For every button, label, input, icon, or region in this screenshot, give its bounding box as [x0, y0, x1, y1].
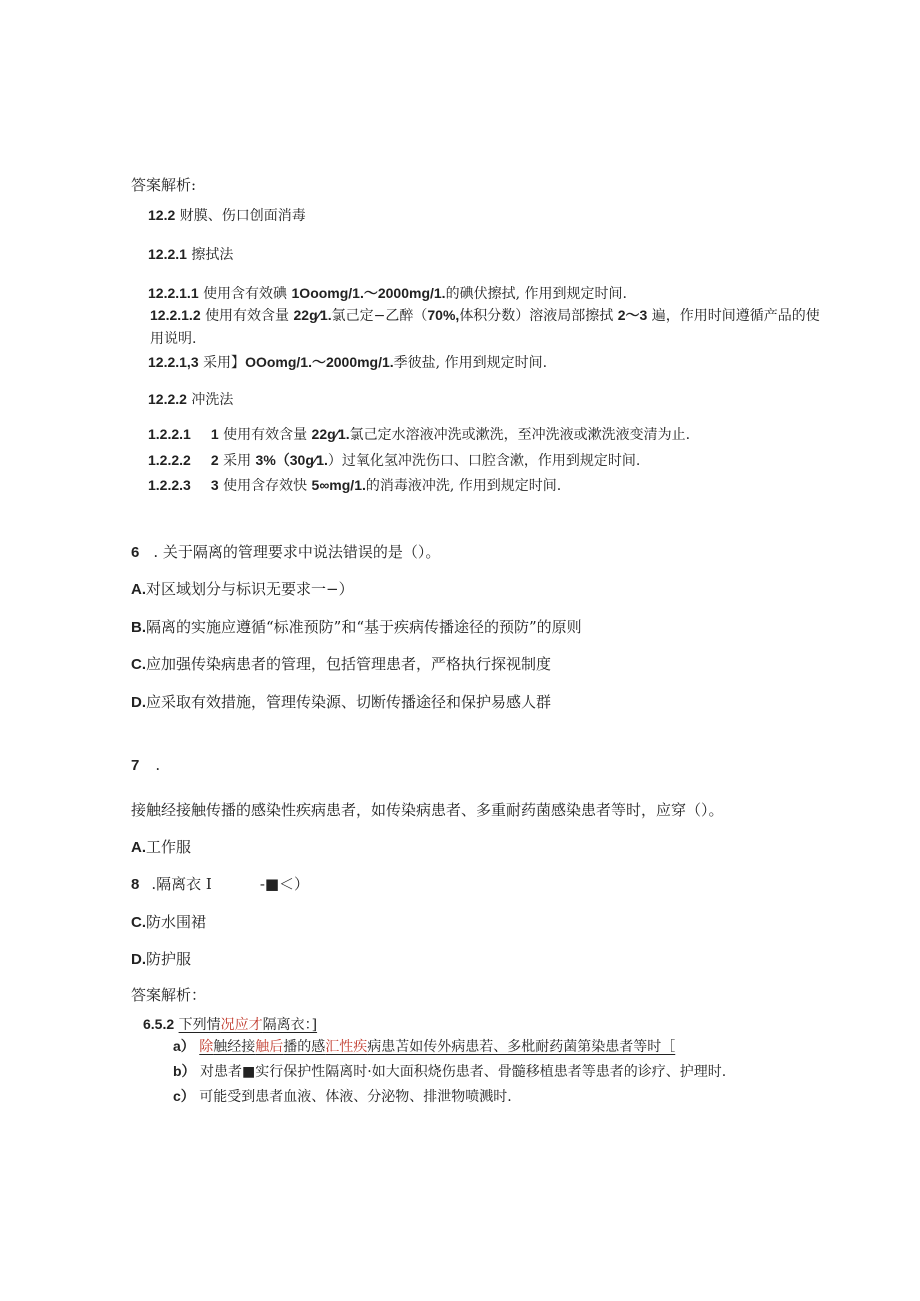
question-7-number: 7 . — [131, 756, 161, 774]
item-1-2-2-2: 1.2.2.2 2 采用 3%（30g⁄1.）过氧化氢冲洗伤口、口腔含漱，作用到规定时间. — [148, 452, 641, 469]
question-6-option-b: B.隔离的实施应遵循“标准预防”和“基于疾病传播途径的预防”的原则 — [131, 618, 582, 636]
section-12-2-1: 12.2.1 擦拭法 — [148, 246, 234, 263]
question-7-option-d: D.防护服 — [131, 950, 192, 968]
item-12-2-1-1: 12.2.1.1 使用含有效碘 1Ooomg/1.～2000mg/1.的碘伏擦拭, 作用到规定时间. — [148, 285, 627, 302]
item-b: b） 对患者■实行保护性隔离时·如大面积烧伤患者、骨髓移植患者等患者的诊疗、护理时. — [173, 1063, 727, 1080]
item-12-2-1-2-cont: 用说明. — [150, 331, 197, 347]
question-7-option-b: 8 .隔离衣 I -■＜） — [131, 875, 310, 893]
answer-analysis-heading: 答案解析: — [131, 176, 197, 194]
section-12-2: 12.2 财膜、伤口创面消毒 — [148, 207, 306, 224]
question-7-option-c: C.防水围裙 — [131, 913, 207, 931]
item-12-2-1-2: 12.2.1.2 使用有效含量 22g⁄1.氯己定−乙醉（70%,体积分数）溶液局部擦拭 2～3 遍，作用时间遵循产品的使 — [150, 307, 820, 324]
item-1-2-2-1: 1.2.2.1 1 使用有效含量 22g⁄1.氯己定水溶液冲洗或漱洗，至冲洗液或漱洗液变清为止. — [148, 426, 691, 443]
item-1-2-2-3: 1.2.2.3 3 使用含存效快 5∞mg/1.的消毒液冲洗, 作用到规定时间. — [148, 477, 562, 494]
section-6-5-2: 6.5.2 下列情况应才隔离衣：] — [143, 1016, 318, 1033]
question-7-stem: 接触经接触传播的感染性疾病患者，如传染病患者、多重耐药菌感染患者等时，应穿（）。 — [131, 801, 724, 819]
item-c: c） 可能受到患者血液、体液、分泌物、排泄物喷溅时. — [173, 1088, 512, 1105]
question-6-option-c: C.应加强传染病患者的管理，包括管理患者，严格执行探视制度 — [131, 655, 552, 673]
question-6-option-a: A.对区域划分与标识无要求一−） — [131, 580, 354, 598]
answer-analysis-heading-2: 答案解析： — [131, 986, 207, 1004]
item-12-2-1-3: 12.2.1,3 采用】OOomg/1.～2000mg/1.季彼盐, 作用到规定时间. — [148, 354, 548, 371]
section-12-2-2: 12.2.2 冲洗法 — [148, 391, 234, 408]
question-6-option-d: D.应采取有效措施，管理传染源、切断传播途径和保护易感人群 — [131, 693, 552, 711]
item-a: a） 除触经接触后播的感汇性疾病患苫如传外病患若、多枇耐药菌第染患者等时［ — [173, 1038, 676, 1055]
question-7-option-a: A.工作服 — [131, 838, 192, 856]
question-6-stem: 6 . 关于隔离的管理要求中说法错误的是（）。 — [131, 543, 441, 561]
